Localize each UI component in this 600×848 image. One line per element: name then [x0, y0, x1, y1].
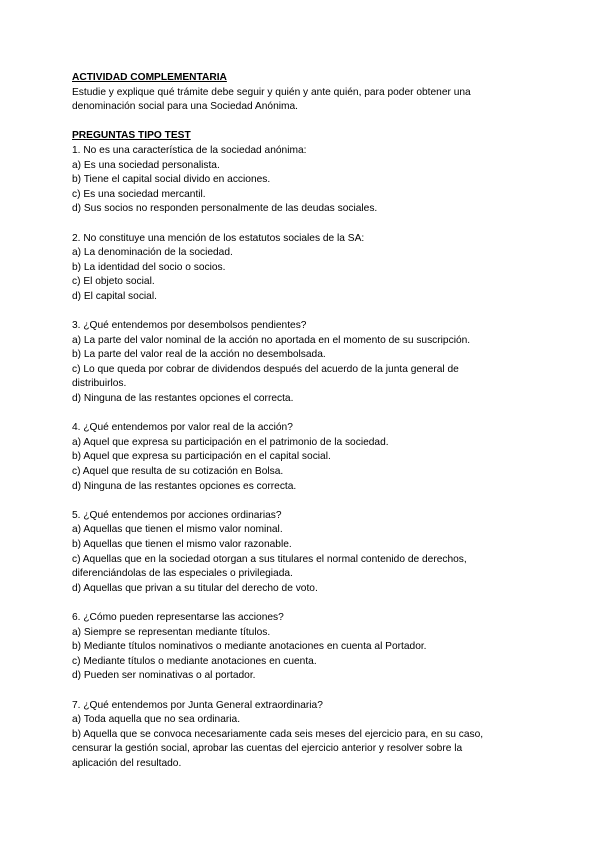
- answer-option: a) La denominación de la sociedad.: [72, 247, 233, 259]
- answer-option: a) Toda aquella que no sea ordinaria.: [72, 714, 241, 726]
- question-block: [72, 421, 542, 494]
- test-title: PREGUNTAS TIPO TEST: [72, 130, 191, 142]
- answer-option: b) Aquella que se convoca necesariamente cada seis meses del ejercicio para, en su caso,: [72, 728, 484, 740]
- question-text: 1. No es una característica de la sociedad anónima:: [72, 144, 307, 156]
- document-content: [72, 71, 542, 772]
- spacer: [72, 684, 542, 699]
- question-block: [72, 611, 542, 684]
- question-text: 5. ¿Qué entendemos por acciones ordinarias?: [72, 509, 282, 521]
- question-text: 3. ¿Qué entendemos por desembolsos pendientes?: [72, 320, 307, 332]
- answer-option: aplicación del resultado.: [72, 757, 182, 769]
- spacer: [72, 407, 542, 422]
- question-block: [72, 699, 542, 772]
- answer-option: d) El capital social.: [72, 290, 157, 302]
- answer-option: a) Aquel que expresa su participación en el patrimonio de la sociedad.: [72, 436, 389, 448]
- question-text: 4. ¿Qué entendemos por valor real de la acción?: [72, 422, 293, 434]
- activity-title: ACTIVIDAD COMPLEMENTARIA: [72, 72, 227, 83]
- question-block: [72, 509, 542, 597]
- answer-option: a) La parte del valor nominal de la acción no aportada en el momento de su suscripción.: [72, 334, 471, 346]
- question-text: 6. ¿Cómo pueden representarse las acciones?: [72, 611, 284, 623]
- answer-option: distribuirlos.: [72, 378, 127, 390]
- spacer: [72, 115, 542, 130]
- spacer: [72, 494, 542, 509]
- answer-option: censurar la gestión social, aprobar las cuentas del ejercicio anterior y resolver sobre la: [72, 743, 463, 755]
- answer-option: a) Siempre se representan mediante títulos.: [72, 626, 271, 638]
- question-block: [72, 232, 542, 305]
- question-block: [72, 144, 542, 217]
- answer-option: a) Es una sociedad personalista.: [72, 159, 220, 171]
- answer-option: d) Aquellas que privan a su titular del derecho de voto.: [72, 582, 318, 594]
- spacer: [72, 596, 542, 611]
- answer-option: c) El objeto social.: [72, 276, 155, 288]
- answer-option: c) Es una sociedad mercantil.: [72, 188, 206, 200]
- answer-option: b) Mediante títulos nominativos o mediante anotaciones en cuenta al Portador.: [72, 641, 427, 653]
- answer-option: b) Tiene el capital social divido en acciones.: [72, 174, 271, 186]
- question-text: 7. ¿Qué entendemos por Junta General extraordinaria?: [72, 699, 323, 711]
- answer-option: a) Aquellas que tienen el mismo valor nominal.: [72, 524, 283, 536]
- answer-option: c) Lo que queda por cobrar de dividendos después del acuerdo de la junta general de: [72, 363, 459, 375]
- answer-option: c) Mediante títulos o mediante anotaciones en cuenta.: [72, 655, 317, 667]
- answer-option: b) La parte del valor real de la acción no desembolsada.: [72, 349, 326, 361]
- answer-option: c) Aquel que resulta de su cotización en Bolsa.: [72, 466, 284, 478]
- spacer: [72, 305, 542, 320]
- answer-option: diferenciándolas de las especiales o privilegiada.: [72, 568, 293, 580]
- question-text: 2. No constituye una mención de los estatutos sociales de la SA:: [72, 232, 365, 244]
- answer-option: c) Aquellas que en la sociedad otorgan a sus titulares el normal contenido de derechos,: [72, 553, 467, 565]
- answer-option: b) Aquellas que tienen el mismo valor razonable.: [72, 539, 292, 550]
- answer-option: b) La identidad del socio o socios.: [72, 261, 226, 273]
- answer-option: d) Pueden ser nominativas o al portador.: [72, 670, 256, 682]
- activity-text-line: Estudie y explique qué trámite debe seguir y quién y ante quién, para poder obtener una: [72, 86, 471, 98]
- activity-text-line: denominación social para una Sociedad Anónima.: [72, 101, 298, 113]
- spacer: [72, 217, 542, 232]
- answer-option: d) Sus socios no responden personalmente de las deudas sociales.: [72, 203, 378, 215]
- question-block: [72, 319, 542, 407]
- answer-option: d) Ninguna de las restantes opciones es correcta.: [72, 480, 297, 492]
- answer-option: d) Ninguna de las restantes opciones el correcta.: [72, 393, 294, 405]
- answer-option: b) Aquel que expresa su participación en el capital social.: [72, 451, 331, 463]
